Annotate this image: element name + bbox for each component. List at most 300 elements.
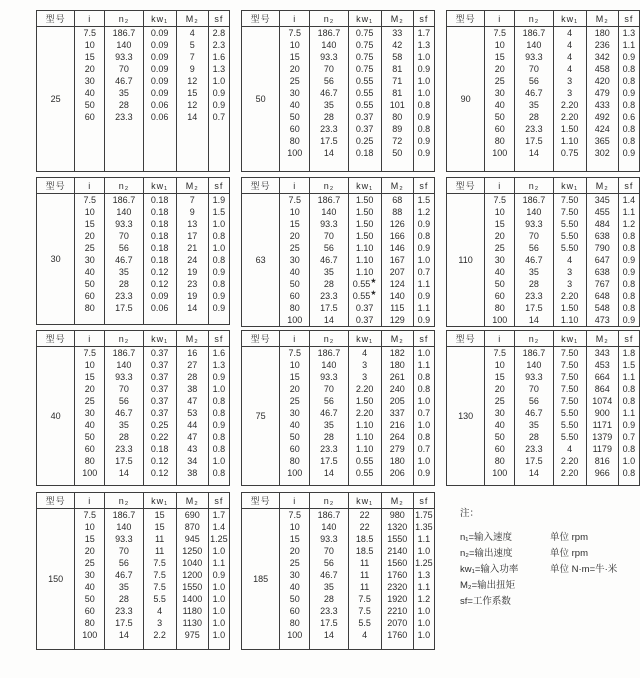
value-cell: 93.3: [310, 218, 348, 230]
value-cell: 1.1: [413, 533, 434, 545]
value-cell: 93.3: [310, 371, 348, 383]
value-cell: 638: [586, 230, 618, 242]
value-cell: 14: [105, 467, 143, 479]
value-cell: 0.18: [143, 230, 176, 242]
value-cell: 1.0: [413, 395, 434, 407]
value-cell: 60: [75, 111, 105, 123]
value-cell: 0.8: [618, 75, 639, 87]
value-cell: 0.8: [618, 99, 639, 111]
value-cell: 0.12: [143, 467, 176, 479]
value-cell: 302: [586, 147, 618, 159]
value-cell: 30: [75, 254, 105, 266]
column-header: n₂: [105, 11, 143, 27]
column-header: n₂: [105, 331, 143, 347]
filler-cell: [413, 479, 434, 486]
column-header: i: [75, 331, 105, 347]
value-cell: 70: [105, 383, 143, 395]
value-cell: 30: [485, 254, 515, 266]
value-cell: 35: [310, 266, 348, 278]
value-cell: 0.9: [413, 290, 434, 302]
value-cell: 0.6: [618, 111, 639, 123]
value-cell: 3: [348, 359, 381, 371]
value-cell: 28: [105, 278, 143, 290]
note-line-kw1: [460, 562, 617, 578]
value-cell: 7.50: [553, 371, 586, 383]
column-header: kw₁: [553, 11, 586, 27]
value-cell: 35: [310, 99, 348, 111]
value-cell: 93.3: [310, 51, 348, 63]
value-cell: 180: [586, 27, 618, 40]
value-cell: 0.8: [208, 230, 229, 242]
value-cell: 0.8: [618, 278, 639, 290]
value-cell: 25: [280, 242, 310, 254]
value-cell: 20: [485, 383, 515, 395]
value-cell: 1.2: [618, 218, 639, 230]
value-cell: 70: [310, 63, 348, 75]
value-cell: 1320: [381, 521, 413, 533]
value-cell: 35: [105, 581, 143, 593]
value-cell: 28: [515, 278, 553, 290]
value-cell: 0.12: [143, 266, 176, 278]
value-cell: 1250: [176, 545, 208, 557]
column-header: kw₁: [143, 178, 176, 194]
value-cell: 81: [381, 87, 413, 99]
filler-cell: [381, 159, 413, 172]
value-cell: 4: [348, 629, 381, 641]
value-cell: 0.37: [143, 407, 176, 419]
value-cell: 5.50: [553, 431, 586, 443]
value-cell: 0.09: [143, 27, 176, 40]
value-cell: 47: [176, 431, 208, 443]
value-cell: 58: [381, 51, 413, 63]
value-cell: 1.0: [208, 242, 229, 254]
value-cell: 17.5: [310, 455, 348, 467]
value-cell: 93.3: [105, 51, 143, 63]
column-header: sf: [208, 331, 229, 347]
value-cell: 186.7: [105, 194, 143, 207]
value-cell: 23.3: [310, 443, 348, 455]
table-row: [37, 347, 230, 360]
value-cell: 548: [586, 302, 618, 314]
value-cell: 25: [280, 395, 310, 407]
model-cell: 30: [37, 194, 75, 325]
spec-table-grid: [446, 177, 640, 327]
filler-cell: [280, 641, 310, 650]
value-cell: 0.75: [348, 63, 381, 75]
value-cell: 0.9: [413, 147, 434, 159]
value-cell: 24: [176, 254, 208, 266]
column-header: n₂: [310, 493, 348, 509]
filler-cell: [413, 326, 434, 327]
value-cell: 1.0: [618, 455, 639, 467]
value-cell: 12: [176, 75, 208, 87]
column-header: kw₁: [143, 331, 176, 347]
value-cell: 0.8: [208, 254, 229, 266]
value-cell: 0.8: [618, 443, 639, 455]
star-marker: ★: [370, 290, 377, 297]
value-cell: 140: [515, 206, 553, 218]
value-cell: 1.0: [413, 347, 434, 360]
value-cell: 638: [586, 266, 618, 278]
value-cell: 28: [515, 431, 553, 443]
table-row: [37, 194, 230, 207]
spec-table-grid: [241, 10, 435, 172]
header-row: [242, 493, 435, 509]
column-header: 型号: [37, 178, 75, 194]
value-cell: 28: [310, 278, 348, 290]
value-cell: 1074: [586, 395, 618, 407]
column-header: 型号: [37, 493, 75, 509]
column-header: 型号: [242, 493, 280, 509]
filler-cell: [381, 479, 413, 486]
value-cell: 0.9: [618, 51, 639, 63]
value-cell: 17: [176, 230, 208, 242]
value-cell: 46.7: [310, 87, 348, 99]
value-cell: 15: [280, 51, 310, 63]
value-cell: 4: [553, 254, 586, 266]
column-header: kw₁: [553, 178, 586, 194]
value-cell: 4: [143, 605, 176, 617]
value-cell: 900: [586, 407, 618, 419]
value-cell: 17.5: [515, 455, 553, 467]
value-cell: 56: [310, 75, 348, 87]
value-cell: 0.09: [143, 51, 176, 63]
value-cell: 20: [280, 63, 310, 75]
value-cell: 1.10: [348, 419, 381, 431]
value-cell: 50: [485, 431, 515, 443]
model-cell: 40: [37, 347, 75, 486]
value-cell: 17.5: [105, 455, 143, 467]
column-header: kw₁: [143, 493, 176, 509]
value-cell: 0.22: [143, 431, 176, 443]
filler-cell: [208, 641, 229, 650]
value-cell: 337: [381, 407, 413, 419]
table-row: [242, 27, 435, 40]
value-cell: 870: [176, 521, 208, 533]
filler-cell: [618, 326, 639, 327]
value-cell: 0.25: [143, 419, 176, 431]
value-cell: 56: [105, 242, 143, 254]
spec-table-75: [241, 330, 435, 486]
value-cell: 647: [586, 254, 618, 266]
value-cell: 7.5: [75, 509, 105, 522]
filler-cell: [310, 326, 348, 327]
value-cell: 0.9: [413, 135, 434, 147]
value-cell: 15: [280, 371, 310, 383]
value-cell: 93.3: [105, 371, 143, 383]
header-row: [242, 11, 435, 27]
value-cell: 1.0: [413, 75, 434, 87]
filler-cell: [618, 159, 639, 172]
spec-table-grid: [36, 492, 230, 650]
value-cell: 0.9: [618, 314, 639, 326]
value-cell: 186.7: [310, 27, 348, 40]
value-cell: 0.7: [413, 266, 434, 278]
value-cell: 20: [75, 545, 105, 557]
value-cell: 20: [280, 383, 310, 395]
value-cell: 0.8: [413, 123, 434, 135]
value-cell: 101: [381, 99, 413, 111]
value-cell: 10: [280, 206, 310, 218]
value-cell: 7.5: [75, 27, 105, 40]
value-cell: 140: [105, 39, 143, 51]
filler-cell: [515, 479, 553, 486]
spec-table-63: [241, 177, 435, 325]
value-cell: 46.7: [515, 254, 553, 266]
value-cell: 40: [280, 581, 310, 593]
value-cell: 1.6: [208, 347, 229, 360]
value-cell: 50: [75, 593, 105, 605]
value-cell: 1.0: [413, 87, 434, 99]
value-cell: 7.5: [485, 347, 515, 360]
value-cell: 2070: [381, 617, 413, 629]
filler-cell: [515, 326, 553, 327]
table-row: [447, 27, 640, 40]
spec-table-grid: [36, 330, 230, 486]
value-cell: 980: [381, 509, 413, 522]
value-cell: 3: [553, 278, 586, 290]
value-cell: 1.2: [413, 206, 434, 218]
spec-table-185: [241, 492, 435, 650]
value-cell: 53: [176, 407, 208, 419]
value-cell: 0.09: [143, 63, 176, 75]
value-cell: 0.12: [143, 455, 176, 467]
value-cell: 15: [143, 509, 176, 522]
value-cell: 790: [586, 242, 618, 254]
value-cell: 30: [485, 407, 515, 419]
column-header: 型号: [447, 11, 485, 27]
value-cell: 93.3: [310, 533, 348, 545]
value-cell: 0.9: [618, 87, 639, 99]
value-cell: 1.1: [618, 39, 639, 51]
value-cell: 35: [105, 419, 143, 431]
value-cell: 167: [381, 254, 413, 266]
value-cell: 14: [176, 111, 208, 123]
value-cell: 1.4: [208, 521, 229, 533]
value-cell: 3: [348, 371, 381, 383]
value-cell: 1.5: [413, 194, 434, 207]
value-cell: 46.7: [105, 254, 143, 266]
value-cell: 1.0: [413, 51, 434, 63]
value-cell: 80: [485, 302, 515, 314]
value-cell: 47: [176, 395, 208, 407]
value-cell: 0.7: [413, 443, 434, 455]
value-cell: 25: [485, 242, 515, 254]
value-cell: 46.7: [105, 569, 143, 581]
value-cell: 22: [348, 521, 381, 533]
value-cell: 11: [143, 533, 176, 545]
value-cell: 2320: [381, 581, 413, 593]
value-cell: 70: [310, 230, 348, 242]
value-cell: 0.8: [208, 431, 229, 443]
value-cell: 46.7: [105, 75, 143, 87]
value-cell: 1.50: [553, 302, 586, 314]
value-cell: 46.7: [310, 569, 348, 581]
value-cell: 0.9: [208, 99, 229, 111]
value-cell: 7.5: [280, 347, 310, 360]
value-cell: 1179: [586, 443, 618, 455]
value-cell: 0.55★: [348, 278, 381, 290]
value-cell: 10: [75, 206, 105, 218]
note-line-n2: [460, 546, 617, 562]
note-line-n1: [460, 530, 617, 546]
value-cell: 1.7: [413, 27, 434, 40]
spec-table-grid: [241, 177, 435, 327]
filler-cell: [310, 479, 348, 486]
filler-cell: [280, 326, 310, 327]
value-cell: 23.3: [310, 605, 348, 617]
value-cell: 0.18: [143, 242, 176, 254]
value-cell: 100: [75, 629, 105, 641]
value-cell: 19: [176, 266, 208, 278]
value-cell: 186.7: [310, 509, 348, 522]
value-cell: 186.7: [105, 27, 143, 40]
spec-table-110: [446, 177, 640, 325]
value-cell: 1.3: [618, 27, 639, 40]
filler-cell: [280, 159, 310, 172]
value-cell: 30: [75, 569, 105, 581]
table-row: [37, 509, 230, 522]
value-cell: 40: [280, 419, 310, 431]
value-cell: 7.50: [553, 206, 586, 218]
value-cell: 433: [586, 99, 618, 111]
value-cell: 140: [310, 206, 348, 218]
value-cell: 40: [485, 419, 515, 431]
table-row-1: [36, 10, 640, 172]
value-cell: 0.8: [618, 395, 639, 407]
value-cell: 166: [381, 230, 413, 242]
value-cell: 28: [310, 111, 348, 123]
value-cell: 14: [310, 147, 348, 159]
value-cell: 1.0: [208, 593, 229, 605]
value-cell: 453: [586, 359, 618, 371]
value-cell: 23.3: [310, 123, 348, 135]
value-cell: 1.0: [208, 617, 229, 629]
value-cell: 0.9: [618, 254, 639, 266]
value-cell: 50: [280, 431, 310, 443]
value-cell: 0.8: [413, 431, 434, 443]
value-cell: 0.37: [143, 347, 176, 360]
filler-cell: [176, 314, 208, 325]
value-cell: 10: [280, 521, 310, 533]
value-cell: 816: [586, 455, 618, 467]
value-cell: 20: [280, 230, 310, 242]
column-header: n₂: [105, 178, 143, 194]
filler-cell: [310, 641, 348, 650]
value-cell: 10: [280, 359, 310, 371]
model-cell: 50: [242, 27, 280, 172]
value-cell: 56: [515, 75, 553, 87]
value-cell: 7.5: [280, 509, 310, 522]
value-cell: 50: [280, 278, 310, 290]
value-cell: 1.10: [348, 443, 381, 455]
value-cell: 1.0: [413, 545, 434, 557]
value-cell: 140: [310, 359, 348, 371]
value-cell: 1040: [176, 557, 208, 569]
column-header: i: [280, 493, 310, 509]
value-cell: 56: [515, 395, 553, 407]
value-cell: 15: [143, 521, 176, 533]
value-cell: 1920: [381, 593, 413, 605]
column-header: sf: [413, 493, 434, 509]
note-unit: 单位 rpm: [550, 548, 589, 559]
value-cell: 23.3: [105, 443, 143, 455]
table-row: [242, 194, 435, 207]
value-cell: 1.0: [208, 455, 229, 467]
value-cell: 60: [280, 443, 310, 455]
value-cell: 1.0: [413, 605, 434, 617]
value-cell: 70: [310, 383, 348, 395]
value-cell: 50: [485, 278, 515, 290]
value-cell: 4: [348, 347, 381, 360]
value-cell: 0.9: [208, 371, 229, 383]
value-cell: 35: [310, 419, 348, 431]
value-cell: 1.10: [348, 254, 381, 266]
note-term: kw₁=输入功率: [460, 564, 519, 575]
filler-cell: [105, 479, 143, 486]
value-cell: 42: [381, 39, 413, 51]
table-row: [447, 194, 640, 207]
value-cell: 1.0: [208, 629, 229, 641]
value-cell: 0.09: [143, 290, 176, 302]
value-cell: 25: [485, 75, 515, 87]
value-cell: 56: [105, 395, 143, 407]
value-cell: 4: [553, 443, 586, 455]
value-cell: 1560: [381, 557, 413, 569]
value-cell: 25: [485, 395, 515, 407]
value-cell: 10: [485, 206, 515, 218]
value-cell: 50: [381, 147, 413, 159]
value-cell: 15: [280, 533, 310, 545]
column-header: 型号: [242, 331, 280, 347]
value-cell: 28: [105, 593, 143, 605]
value-cell: 186.7: [105, 347, 143, 360]
value-cell: 23: [176, 278, 208, 290]
value-cell: 1.25: [415, 558, 433, 568]
column-header: i: [280, 178, 310, 194]
value-cell: 343: [586, 347, 618, 360]
value-cell: 25: [280, 75, 310, 87]
value-cell: 56: [310, 242, 348, 254]
value-cell: 2.20: [553, 467, 586, 479]
value-cell: 46.7: [105, 407, 143, 419]
value-cell: 40: [485, 99, 515, 111]
value-cell: 25: [75, 395, 105, 407]
value-cell: 0.9: [413, 314, 434, 326]
value-cell: 424: [586, 123, 618, 135]
column-header: i: [75, 11, 105, 27]
value-cell: 2.20: [553, 290, 586, 302]
column-header: 型号: [242, 11, 280, 27]
header-row: [37, 178, 230, 194]
value-cell: 5.50: [553, 218, 586, 230]
value-cell: 7.5: [348, 605, 381, 617]
value-cell: 479: [586, 87, 618, 99]
column-header: kw₁: [553, 331, 586, 347]
value-cell: 100: [485, 314, 515, 326]
column-header: M₂: [176, 178, 208, 194]
value-cell: 0.37: [143, 395, 176, 407]
filler-cell: [75, 479, 105, 486]
value-cell: 0.9: [208, 87, 229, 99]
note-term: n₁=输入速度: [460, 532, 513, 543]
value-cell: 140: [105, 359, 143, 371]
model-cell: 185: [242, 509, 280, 650]
value-cell: 40: [485, 266, 515, 278]
value-cell: 0.37: [348, 123, 381, 135]
header-row: [242, 331, 435, 347]
value-cell: 5.5: [143, 593, 176, 605]
